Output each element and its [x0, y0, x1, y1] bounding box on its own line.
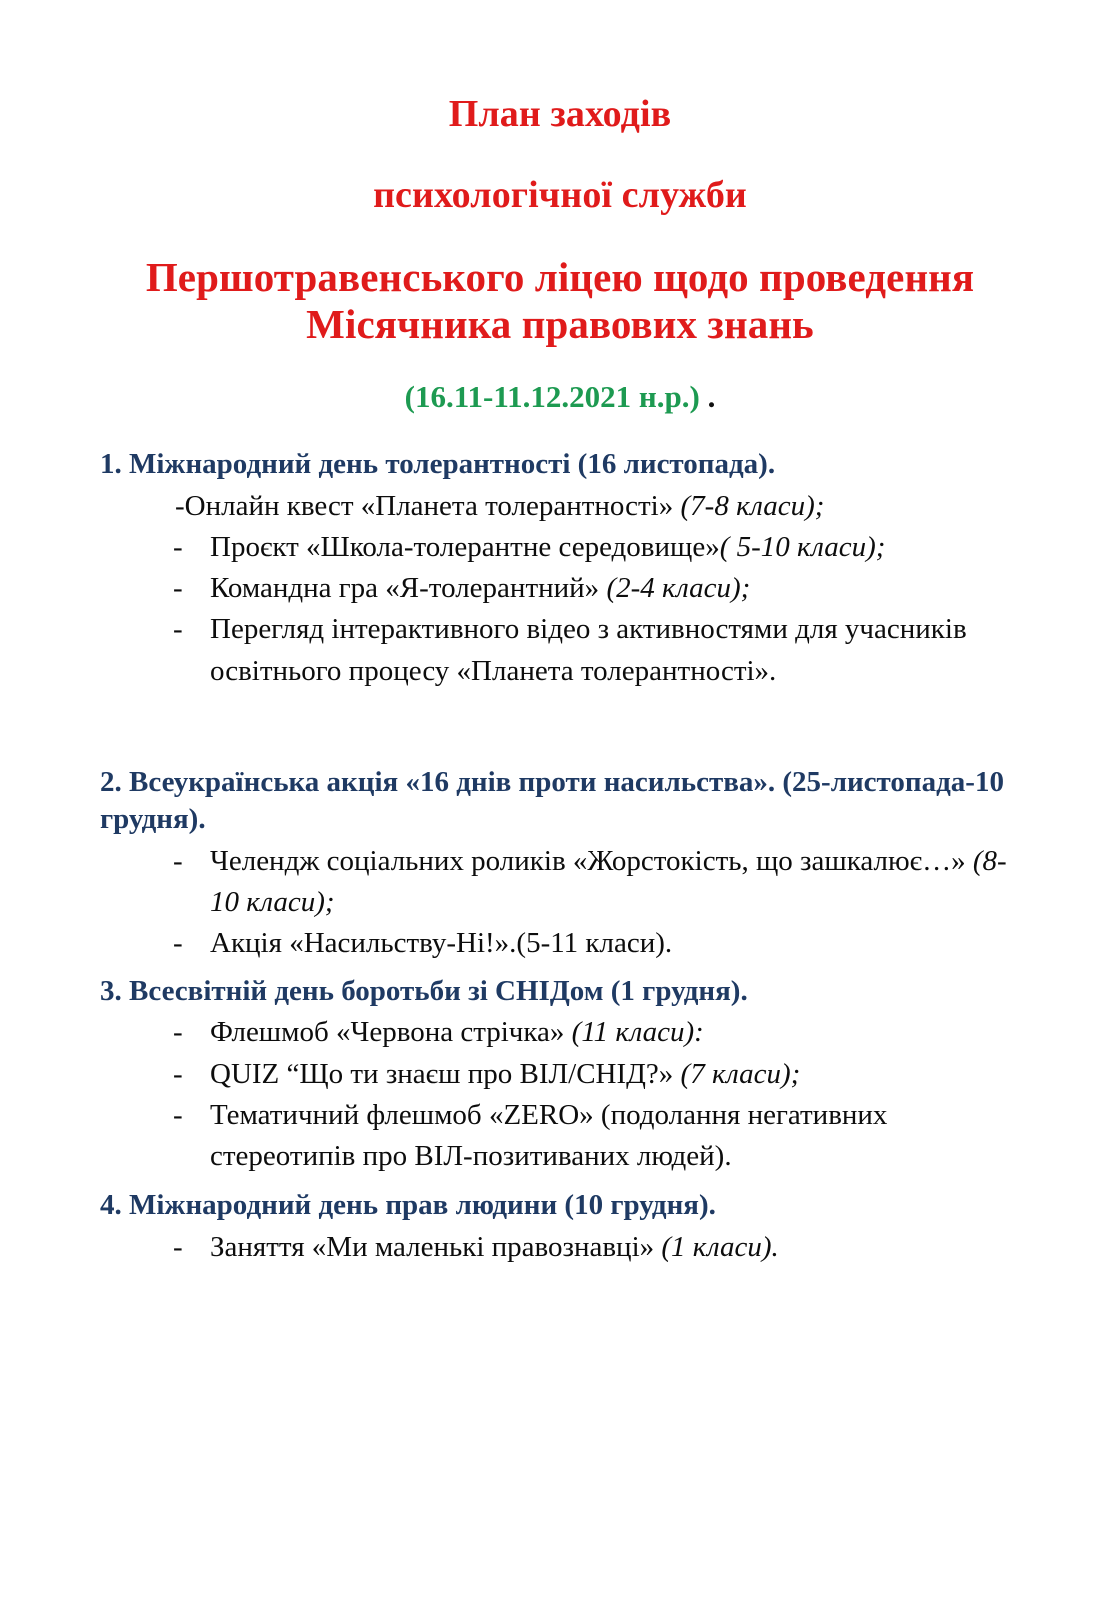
item-text: Тематичний флешмоб «ZERO» (подолання негативних стереотипів про ВІЛ-позитиваних людей).	[210, 1098, 888, 1172]
list-item	[100, 1054, 1020, 1095]
section-heading-text: Всесвітній день боротьби зі СНІДом (1 грудня).	[121, 974, 748, 1007]
item-grades-note: (7-8 класи);	[680, 489, 825, 522]
date-trailing-punctuation: .	[699, 379, 716, 415]
list-item	[100, 841, 1020, 923]
section-heading	[100, 973, 1020, 1011]
item-text: Челендж соціальних роликів «Жорстокість, що зашкалює…»	[210, 845, 973, 878]
list-item	[100, 923, 1020, 964]
section-heading-text: Всеукраїнська акція «16 днів проти насильства». (25-листопада-10 грудня).	[100, 765, 1004, 836]
list-item	[100, 568, 1020, 609]
document-title-line-3: Першотравенського ліцею щодо проведення	[145, 253, 975, 300]
bullet-dash-icon: -	[173, 572, 183, 605]
document-date-line	[100, 380, 1020, 414]
section-heading-text: Міжнародний день прав людини (10 грудня).	[121, 1189, 716, 1222]
section-2	[100, 764, 1020, 965]
section-item-list	[100, 486, 1020, 692]
title-block	[100, 95, 1020, 414]
document-title-line-1: План заходів	[448, 93, 672, 135]
bullet-dash-icon: -	[173, 1057, 183, 1090]
list-item	[100, 527, 1020, 568]
item-grades-note: ( 5-10 класи);	[719, 531, 886, 564]
section-number: 3.	[100, 974, 122, 1007]
section-3	[100, 973, 1020, 1177]
section-heading	[100, 446, 1020, 484]
section-item-list	[100, 1012, 1020, 1177]
document-title-line-2: психологічної служби	[373, 173, 747, 216]
section-heading	[100, 1187, 1020, 1225]
item-grades-note: (8-10 класи);	[210, 845, 1007, 919]
document-title-line-4: Місячника правових знань	[306, 301, 814, 348]
item-text: Флешмоб «Червона стрічка»	[210, 1016, 572, 1049]
bullet-dash-icon: -	[173, 1016, 183, 1049]
list-item	[100, 609, 1020, 691]
list-item	[100, 1227, 1020, 1268]
item-grades-note: (2-4 класи);	[606, 572, 751, 605]
item-grades-note: (1 класи).	[661, 1230, 779, 1263]
item-grades-note: (11 класи):	[571, 1016, 704, 1049]
sections-container	[100, 446, 1020, 1268]
bullet-dash-icon: -	[173, 1098, 183, 1131]
section-4	[100, 1187, 1020, 1268]
section-heading	[100, 764, 1020, 839]
section-number: 2.	[100, 765, 122, 798]
item-text: Перегляд інтерактивного відео з активностями для учасників освітнього процесу «Планета толерантності».	[210, 613, 967, 687]
section-number: 4.	[100, 1189, 122, 1222]
section-heading-text: Міжнародний день толерантності (16 листопада).	[121, 448, 776, 481]
section-1	[100, 446, 1020, 692]
section-item-list	[100, 1227, 1020, 1268]
item-text: QUIZ “Що ти знаєш про ВІЛ/СНІД?»	[210, 1057, 681, 1090]
bullet-dash-icon: -	[173, 845, 183, 878]
list-item	[100, 1012, 1020, 1053]
section-item-list	[100, 841, 1020, 965]
bullet-dash-icon: -	[173, 531, 183, 564]
item-text: Заняття «Ми маленькі правознавці»	[210, 1230, 662, 1263]
section-number: 1.	[100, 448, 122, 481]
item-text: Проєкт «Школа-толерантне середовище»	[210, 531, 720, 564]
list-item	[100, 486, 1020, 527]
item-text: Командна гра «Я-толерантний»	[210, 572, 607, 605]
item-grades-note: (7 класи);	[680, 1057, 801, 1090]
bullet-dash-icon: -	[173, 613, 183, 646]
list-item	[100, 1095, 1020, 1177]
item-text: -Онлайн квест «Планета толерантності»	[175, 489, 681, 522]
date-range: (16.11-11.12.2021 н.р.)	[404, 379, 700, 415]
item-text: Акція «Насильству-Ні!».(5-11 класи).	[210, 927, 673, 960]
bullet-dash-icon: -	[173, 1230, 183, 1263]
bullet-dash-icon: -	[173, 927, 183, 960]
